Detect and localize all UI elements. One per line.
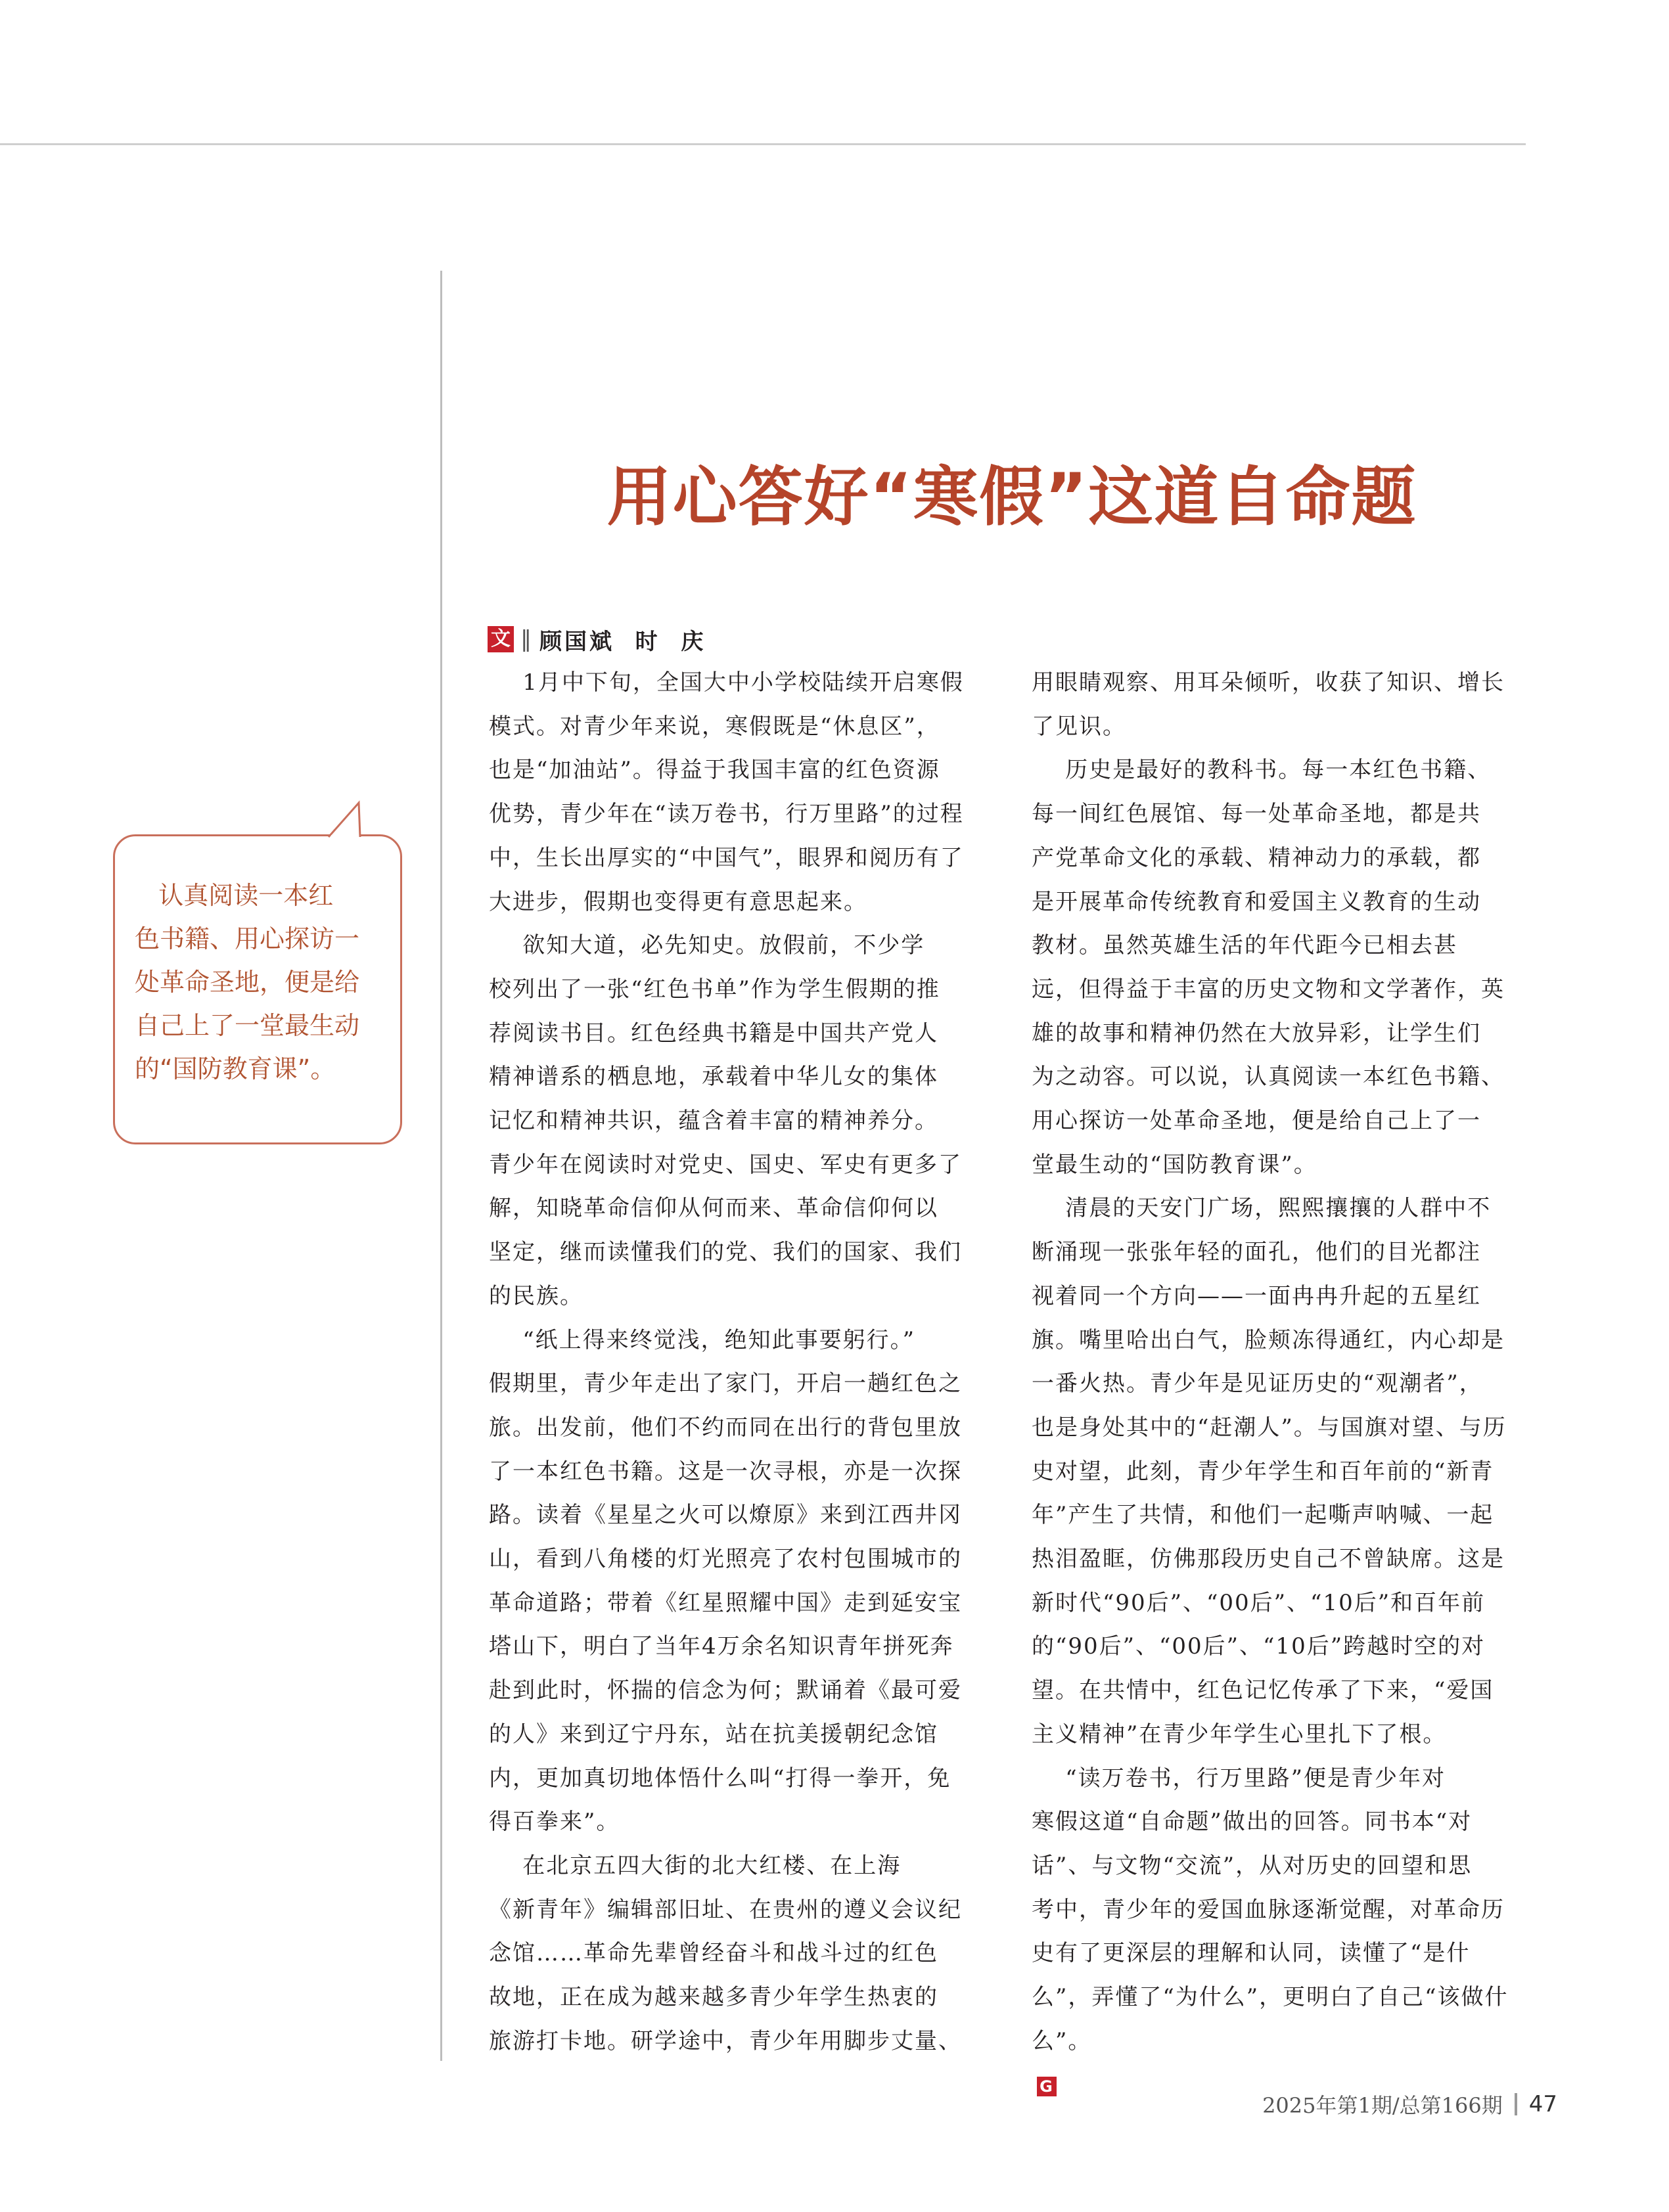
header-rule xyxy=(0,143,1526,145)
paragraph: “读万卷书，行万里路”便是青少年对 寒假这道“自命题”做出的回答。同书本“对 话”、与文物“交流”，从对历史的回望和思 考中，青少年的爱国血脉逐渐觉醒，对革命历 史有了更深层的理解和认同，读懂了“是什 么”，弄懂了“为什么”，更明白了自己“该做什 么”。 xyxy=(1032,1765,1509,2054)
byline-authors: 顾国斌 时 庆 xyxy=(539,628,706,655)
paragraph: “纸上得来终觉浅，绝知此事要躬行。” 假期里，青少年走出了家门，开启一趟红色之 旅。出发前，他们不约而同在出行的背包里放 了一本红色书籍。这是一次寻根，亦是一次探 路。读着《星星之火可以燎原》来到江西井冈 山，看到八角楼的灯光照亮了农村包围城市的 革命道路；带着《红星照耀中国》走到延安宝 塔山下，明白了当年4万余名知识青年拼死奔 赴到此时，怀揣的信念为何；默诵着《最可爱 的人》来到辽宁丹东，站在抗美援朝纪念馆 内，更加真切地体悟什么叫“打得一拳开，免 得百拳来”。 xyxy=(489,1326,962,1836)
byline-separator: ‖ xyxy=(520,626,532,652)
page-footer xyxy=(1262,2089,1557,2119)
paragraph: 历史是最好的教科书。每一本红色书籍、 每一间红色展馆、每一处革命圣地，都是共 产党革命文化的承载、精神动力的承载，都 是开展革命传统教育和爱国主义教育的生动 教材。虽然英雄生活的年代距今已相去甚 远，但得益于丰富的历史文物和文学著作，英 雄的故事和精神仍然在大放异彩，让学生们 为之动容。可以说，认真阅读一本红色书籍、 用心探访一处革命圣地，便是给自己上了一 堂最生动的“国防教育课”。 xyxy=(1032,757,1505,1178)
paragraph: 清晨的天安门广场，熙熙攘攘的人群中不 断涌现一张张年轻的面孔，他们的目光都注 视着同一个方向——一面冉冉升起的五星红 旗。嘴里哈出白气，脸颊冻得通红，内心却是 一番火热。青少年是见证历史的“观潮者”， 也是身处其中的“赶潮人”。与国旗对望、与历 史对望，此刻，青少年学生和百年前的“新青 年”产生了共情，和他们一起嘶声呐喊、一起 热泪盈眶，仿佛那段历史自己不曾缺席。这是 新时代“90后”、“00后”、“10后”和百年前 的“90后”、“00后”、“10后”跨越时空的对 望。在共情中，红色记忆传承了下来，“爱国 主义精神”在青少年学生心里扎下了根。 xyxy=(1032,1195,1507,1748)
byline-tag: 文 xyxy=(488,626,514,652)
column-divider-rule xyxy=(440,271,442,2061)
footer-separator xyxy=(1515,2093,1517,2115)
byline xyxy=(488,624,706,654)
paragraph: 用眼睛观察、用耳朵倾听，收获了知识、增长 了见识。 xyxy=(1032,669,1505,740)
article-title: 用心答好“寒假”这道自命题 xyxy=(606,459,1417,535)
end-of-article-mark-icon: G xyxy=(1037,2077,1057,2096)
speech-bubble-tail xyxy=(322,799,375,838)
paragraph: 欲知大道，必先知史。放假前，不少学 校列出了一张“红色书单”作为学生假期的推 荐阅读书目。红色经典书籍是中国共产党人 精神谱系的栖息地，承载着中华儿女的集体 记忆和精神共识，蕴含着丰富的精神养分。 青少年在阅读时对党史、国史、军史有更多了 解，知晓革命信仰从何而来、革命信仰何以 坚定，继而读懂我们的党、我们的国家、我们 的民族。 xyxy=(489,932,962,1309)
page-number: 47 xyxy=(1528,2091,1557,2117)
paragraph: 1月中下旬，全国大中小学校陆续开启寒假 模式。对青少年来说，寒假既是“休息区”， 也是“加油站”。得益于我国丰富的红色资源 优势，青少年在“读万卷书，行万里路”的过程 中，生长出厚实的“中国气”，眼界和阅历有了 大进步，假期也变得更有意思起来。 xyxy=(489,669,964,915)
paragraph: 在北京五四大街的北大红楼、在上海 《新青年》编辑部旧址、在贵州的遵义会议纪 念馆……革命先辈曾经奋斗和战斗过的红色 故地，正在成为越来越多青少年学生热衷的 旅游打卡地。研学途中，青少年用脚步丈量、 xyxy=(489,1852,962,2054)
issue-info: 2025年第1期/总第166期 xyxy=(1262,2093,1503,2118)
article-column-left xyxy=(489,661,975,2064)
pull-quote-text: 认真阅读一本红 色书籍、用心探访一 处革命圣地，便是给 自己上了一堂最生动 的“国防教育课”。 xyxy=(135,881,360,1083)
article-column-right xyxy=(1032,661,1518,2107)
